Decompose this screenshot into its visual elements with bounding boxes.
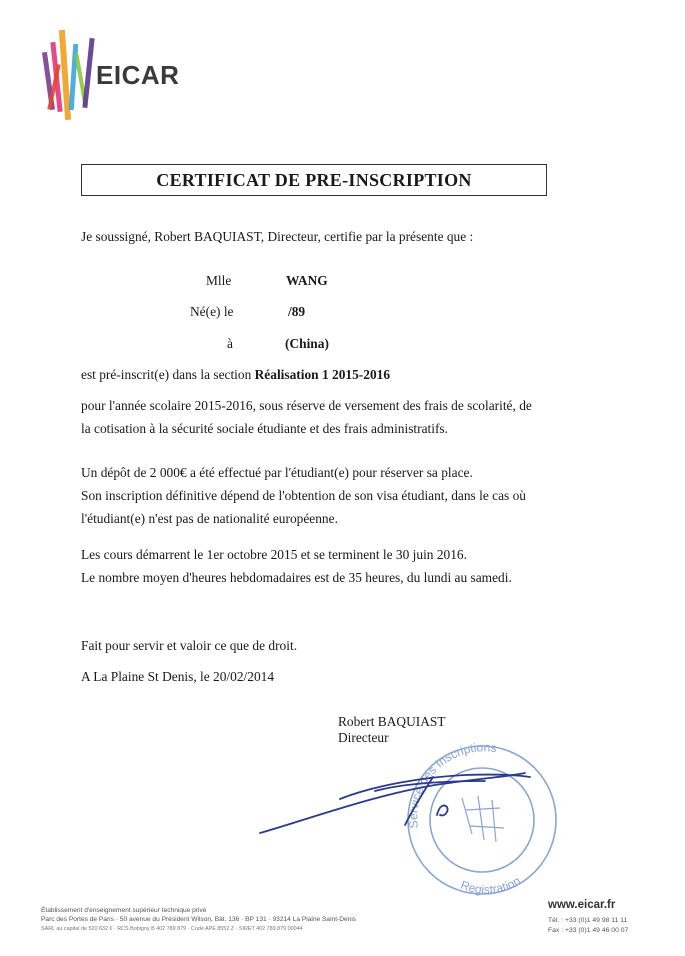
deposit-line-3: l'étudiant(e) n'est pas de nationalité européenne.	[81, 511, 338, 526]
closing-line: Fait pour servir et valoir ce que de droit.	[81, 638, 298, 653]
signature-icon	[255, 755, 545, 845]
stamp-text-top: Service des Inscriptions	[406, 740, 498, 830]
place-date-line: A La Plaine St Denis, le 20/02/2014	[81, 669, 275, 684]
deposit-line-2: Son inscription définitive dépend de l'obtention de son visa étudiant, dans le cas où	[81, 488, 526, 503]
footer-line-1: Établissement d'enseignement supérieur technique privé	[41, 907, 207, 914]
year-line-2: la cotisation à la sécurité sociale étudiante et des frais administratifs.	[81, 421, 448, 436]
footer-tel: Tél. : +33 (0)1 49 98 11 11	[548, 917, 628, 924]
civility-label: Mlle	[206, 273, 232, 288]
birth-value: /89	[288, 304, 306, 319]
logo-bar	[69, 44, 79, 110]
enrolment-prefix: est pré-inscrit(e) dans la section	[81, 367, 255, 382]
courses-line-1: Les cours démarrent le 1er octobre 2015 et se terminent le 30 juin 2016.	[81, 547, 467, 562]
student-name: WANG	[286, 273, 328, 288]
footer-line-2: Parc des Portes de Paris · 50 avenue du Président Wilson, Bât. 136 · BP 131 · 93214 La Plaine Saint-Denis	[41, 916, 357, 923]
stamp-text-bottom: Registration	[458, 873, 523, 897]
logo-bar	[82, 38, 94, 108]
year-line-1: pour l'année scolaire 2015-2016, sous réserve de versement des frais de scolarité, de	[81, 398, 532, 413]
enrolment-section: Réalisation 1 2015-2016	[254, 367, 391, 382]
signatory-name: Robert BAQUIAST	[338, 714, 446, 729]
logo-text: EICAR	[96, 60, 180, 90]
footer-line-3: SARL au capital de 520 632 € · RCS Bobigny B 402 789 879 · Code APE 8552 Z · SIRET 402 789 879 00044	[41, 926, 303, 932]
enrolment-line	[81, 367, 390, 383]
intro-line: Je soussigné, Robert BAQUIAST, Directeur, certifie par la présente que :	[81, 229, 474, 244]
footer-fax: Fax : +33 (0)1 49 46 00 07	[548, 927, 629, 934]
deposit-line-1: Un dépôt de 2 000€ a été effectué par l'étudiant(e) pour réserver sa place.	[81, 465, 473, 480]
place-label: à	[227, 336, 233, 351]
document-title: CERTIFICAT DE PRE-INSCRIPTION	[81, 164, 547, 196]
footer-website: www.eicar.fr	[548, 899, 616, 911]
birth-label: Né(e) le	[190, 304, 234, 319]
place-value: (China)	[285, 336, 329, 351]
courses-line-2: Le nombre moyen d'heures hebdomadaires est de 35 heures, du lundi au samedi.	[81, 570, 512, 585]
signatory-role: Directeur	[338, 730, 389, 745]
